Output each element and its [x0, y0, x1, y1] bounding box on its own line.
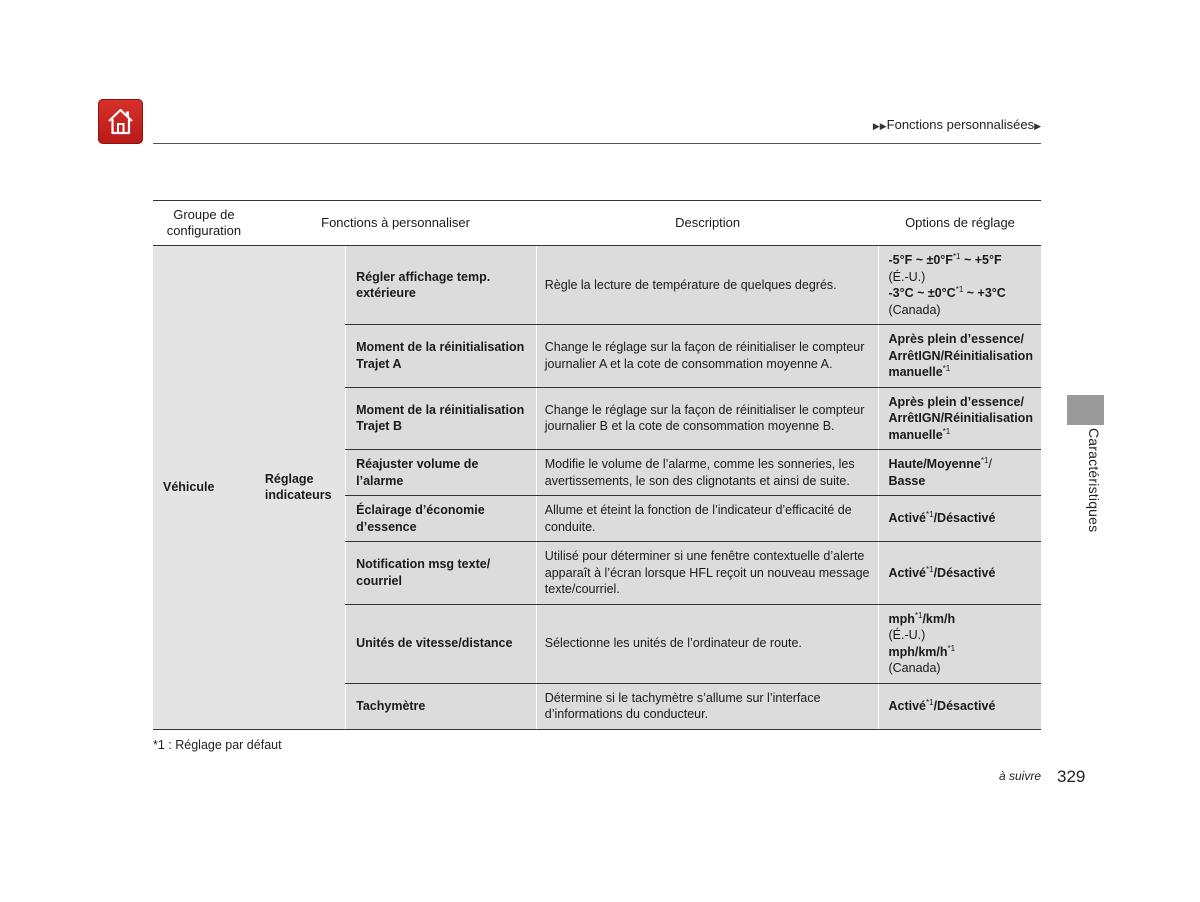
breadcrumb-arrows-icon: ▶▶ — [872, 121, 887, 131]
section-tab-label: Caractéristiques — [1086, 428, 1102, 533]
customization-table — [153, 200, 1041, 730]
breadcrumb-label: Fonctions personnalisées — [886, 117, 1035, 132]
home-button[interactable] — [98, 99, 143, 144]
table-header-row — [153, 201, 1041, 246]
options-cell: mph$^{*1}$/km/h (É.-U.) mph/$km/h^{*1}$ (Canada) — [879, 604, 1041, 683]
header-group: Groupe de configuration — [153, 201, 255, 246]
group-cell: Véhicule — [153, 246, 255, 730]
options-cell: Activé$^{*1}$/Désactivé — [879, 683, 1041, 729]
options-cell: Haute/Moyenne$^{*1}$/ Basse — [879, 450, 1041, 496]
options-cell: Activé$^{*1}$/Désactivé — [879, 542, 1041, 605]
options-cell: Après plein d’essence/ ArrêtIGN/Réinitialisation manuelle$^{*1}$ — [879, 325, 1041, 388]
function-cell: Tachymètre — [346, 683, 537, 729]
breadcrumb-arrow-icon: ▶ — [1034, 121, 1041, 131]
description-cell: Change le réglage sur la façon de réinitialiser le compteur journalier A et la cote de consommation moyenne A. — [536, 325, 879, 388]
page-number: 329 — [1057, 767, 1086, 786]
breadcrumb[interactable] — [873, 117, 1041, 132]
function-cell: Moment de la réinitialisation Trajet A — [346, 325, 537, 388]
subgroup-cell: Réglage indicateurs — [255, 246, 346, 730]
header-description: Description — [536, 201, 879, 246]
description-cell: Modifie le volume de l’alarme, comme les sonneries, les avertissements, le son des clignotants et ainsi de suite. — [536, 450, 879, 496]
function-cell: Notification msg texte/ courriel — [346, 542, 537, 605]
description-cell: Règle la lecture de température de quelques degrés. — [536, 246, 879, 325]
function-cell: Éclairage d’économie d’essence — [346, 496, 537, 542]
description-cell: Sélectionne les unités de l’ordinateur de route. — [536, 604, 879, 683]
header-functions: Fonctions à personnaliser — [255, 201, 536, 246]
options-cell: Après plein d’essence/ ArrêtIGN/Réinitialisation manuelle$^{*1}$ — [879, 387, 1041, 450]
header-options: Options de réglage — [879, 201, 1041, 246]
function-cell: Unités de vitesse/distance — [346, 604, 537, 683]
function-cell: Moment de la réinitialisation Trajet B — [346, 387, 537, 450]
header-rule — [153, 143, 1041, 144]
continued-label: à suivre — [999, 769, 1042, 783]
home-icon — [105, 106, 136, 137]
description-cell: Utilisé pour déterminer si une fenêtre contextuelle d’alerte apparaît à l’écran lorsque HFL reçoit un nouveau message texte/courriel. — [536, 542, 879, 605]
options-cell: -5°F ~ $\pm 0^\circ F^{*1}$ ~ +5°F (É.-U.) -3°C ~ $\pm 0^\circ C^{*1}$ ~ +3°C (Canada) — [879, 246, 1041, 325]
description-cell: Détermine si le tachymètre s’allume sur l’interface d’informations du conducteur. — [536, 683, 879, 729]
function-cell: Réajuster volume de l’alarme — [346, 450, 537, 496]
footnote: *1 : Réglage par défaut — [153, 738, 282, 752]
section-tab[interactable] — [1067, 395, 1104, 425]
description-cell: Allume et éteint la fonction de l’indicateur d’efficacité de conduite. — [536, 496, 879, 542]
description-cell: Change le réglage sur la façon de réinitialiser le compteur journalier B et la cote de consommation moyenne B. — [536, 387, 879, 450]
options-cell: Activé$^{*1}$/Désactivé — [879, 496, 1041, 542]
function-cell: Régler affichage temp. extérieure — [346, 246, 537, 325]
table-row — [153, 246, 1041, 325]
